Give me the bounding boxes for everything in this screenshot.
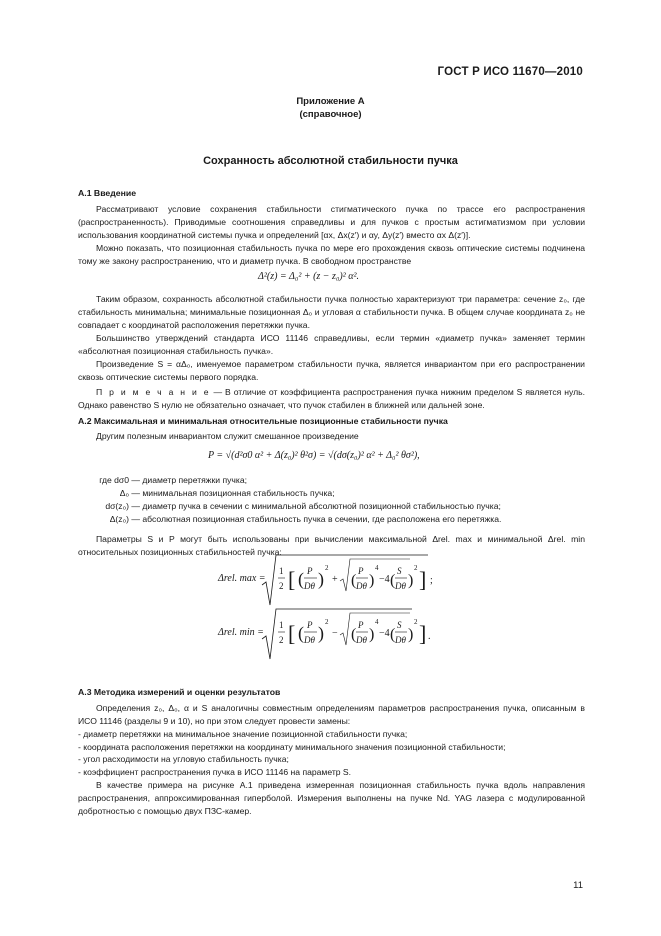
definition-symbol: где dσ0 — [99, 475, 140, 485]
appendix-title: Приложение А [296, 96, 365, 107]
svg-text:(: ( [298, 623, 304, 643]
definition-symbol: Δ₀ — [119, 488, 140, 498]
list-item: - угол расходимости на угловую стабильность пучка; [78, 754, 289, 765]
svg-text:Dθ: Dθ [395, 581, 406, 591]
svg-text:−4: −4 [379, 628, 390, 639]
svg-text:(: ( [351, 572, 357, 589]
note-text: — В отличие от коэффициента распространения пучка нижним пределом S является нуль. Однако равенство S нулю не обязательно означает, что пучок стабилен в ближней или дальней зоне. [78, 387, 586, 411]
page-title: Сохранность абсолютной стабильности пучка [203, 155, 458, 167]
list-item: - диаметр перетяжки на минимальное значение позиционной стабильности пучка; [78, 729, 408, 739]
svg-text:+: + [332, 574, 338, 585]
svg-text:): ) [318, 569, 324, 589]
svg-text:P: P [358, 620, 364, 630]
list-item: - координата расположения перетяжки на координату минимального значения позиционной стабильности; [78, 741, 506, 752]
svg-text:−: − [332, 628, 338, 639]
paragraph: Большинство утверждений стандарта ИСО 11146 справедливы, если термин «диаметр пучка» заменяет термин «абсолютная позиционная стабильность пучка». [78, 333, 585, 357]
svg-text:]: ] [419, 621, 427, 646]
svg-text:1: 1 [279, 566, 284, 576]
replacement-list [78, 728, 585, 778]
svg-text:P: P [307, 566, 313, 576]
svg-text:2: 2 [325, 564, 329, 572]
equation-3-lhs: Δrel. max = [218, 573, 266, 584]
paragraph: Параметры S и P могут быть использованы при вычислении максимальной Δrel. max и минимальной Δrel. min относительных позиционных стабильностей пучка: [78, 534, 585, 558]
definition-text: минимальная позиционная стабильность пучка; [142, 488, 335, 498]
definition-list [78, 474, 501, 526]
definition-text: диаметр пучка в сечении с минимальной абсолютной позиционной стабильностью пучка; [142, 501, 501, 511]
equation-4-formula [262, 607, 432, 668]
definition-text: абсолютная позиционная стабильность пучка в сечении, где расположена его перетяжка. [142, 514, 502, 524]
svg-text:): ) [408, 572, 414, 589]
page-number: 11 [573, 880, 583, 891]
svg-text:P: P [307, 620, 313, 630]
svg-text:Dθ: Dθ [395, 635, 406, 645]
note-label: П р и м е ч а н и е [96, 387, 211, 397]
svg-text:(: ( [351, 626, 357, 643]
svg-text:2: 2 [414, 564, 418, 572]
svg-text:): ) [369, 626, 375, 643]
definition-item [78, 513, 501, 526]
svg-text:S: S [397, 566, 402, 576]
svg-text:Dθ: Dθ [356, 635, 367, 645]
svg-text:[: [ [288, 621, 296, 646]
svg-text:1: 1 [279, 620, 284, 630]
svg-text:Dθ: Dθ [304, 635, 315, 645]
note [78, 386, 585, 412]
svg-text:): ) [408, 626, 414, 643]
svg-text:2: 2 [325, 618, 329, 626]
svg-text:[: [ [288, 567, 296, 592]
svg-text:S: S [397, 620, 402, 630]
svg-text:(: ( [390, 572, 396, 589]
paragraph: Произведение S = αΔ₀, именуемое параметром стабильности пучка, является инвариантом при его распространении сквозь оптические системы первого порядка. [78, 359, 585, 383]
svg-text:(: ( [390, 626, 396, 643]
definition-item [78, 487, 501, 500]
equation-3-formula [262, 553, 432, 614]
definition-item [78, 500, 501, 513]
paragraph: Можно показать, что позиционная стабильность пучка по мере его прохождения сквозь оптические системы подчинена тому же закону распространению, что и диаметр пучка. В свободном пространстве [78, 243, 585, 267]
svg-text:2: 2 [414, 618, 418, 626]
svg-text:4: 4 [375, 564, 379, 572]
svg-text:Dθ: Dθ [304, 581, 315, 591]
definition-symbol: Δ(z₀) — [109, 514, 140, 524]
paragraph: Рассматривают условие сохранения стабильности стигматического пучка по трассе его распространения (распространенность). Приводимые соотношения справедливы и для пучков с простым астигматизмом при условии использования координатной системы пучка и определений [αx, Δx(z′) и αy, Δy(z′) вместо αx Δ(z′)]. [78, 204, 585, 241]
section-heading-a3: А.3 Методика измерений и оценки результатов [78, 687, 281, 697]
svg-text:4: 4 [375, 618, 379, 626]
svg-text:.: . [428, 631, 431, 642]
svg-text:−4: −4 [379, 574, 390, 585]
paragraph: Таким образом, сохранность абсолютной стабильности пучка полностью характеризуют три параметра: сечение z₀, где стабильность минимальна; минимальные позиционная Δ₀ и угловая α стабильности пучка. В общем случае координата z₀ не совпадает с координатой расположения перетяжки пучка. [78, 294, 585, 331]
svg-text:;: ; [430, 575, 433, 586]
appendix-subtitle: (справочное) [299, 109, 362, 120]
svg-text:(: ( [298, 569, 304, 589]
svg-text:]: ] [419, 567, 427, 592]
document-header: ГОСТ Р ИСО 11670—2010 [437, 66, 583, 78]
svg-text:2: 2 [279, 635, 284, 645]
definition-text: диаметр перетяжки пучка; [142, 475, 248, 485]
paragraph: В качестве примера на рисунке А.1 приведена измеренная позиционная стабильность пучка вдоль направления распространения, аппроксимированная гиперболой. Измерения выполнены на пучке Nd. YAG лазера с модулированной добротностью с помощью двух ПЗС-камер. [78, 780, 585, 817]
svg-text:Dθ: Dθ [356, 581, 367, 591]
equation-4-lhs: Δrel. min = [218, 627, 264, 638]
paragraph: Определения z₀, Δ₀, α и S аналогичны совместным определениям параметров распространения пучка, описанным в ИСО 11146 (разделы 9 и 10), но при этом следует провести замены: [78, 703, 585, 727]
svg-text:2: 2 [279, 581, 284, 591]
definition-item [78, 474, 501, 487]
section-heading-a2: А.2 Максимальная и минимальная относительные позиционные стабильности пучка [78, 416, 448, 426]
list-item: - коэффициент распространения пучка в ИСО 11146 на параметр S. [78, 766, 352, 777]
section-heading-a1: А.1 Введение [78, 188, 137, 198]
definition-symbol: dσ(z₀) — [105, 501, 140, 511]
svg-text:): ) [318, 623, 324, 643]
paragraph: Другим полезным инвариантом служит смешанное произведение [96, 431, 359, 441]
equation-1: Δ²(z) = Δ₀² + (z − z₀)² α². [258, 271, 359, 282]
svg-text:P: P [358, 566, 364, 576]
svg-text:): ) [369, 572, 375, 589]
equation-2: P = √(d²σ0 α² + Δ(z₀)² θ²σ) = √(dσ(z₀)² α² + Δ₀² θσ²), [208, 450, 420, 461]
